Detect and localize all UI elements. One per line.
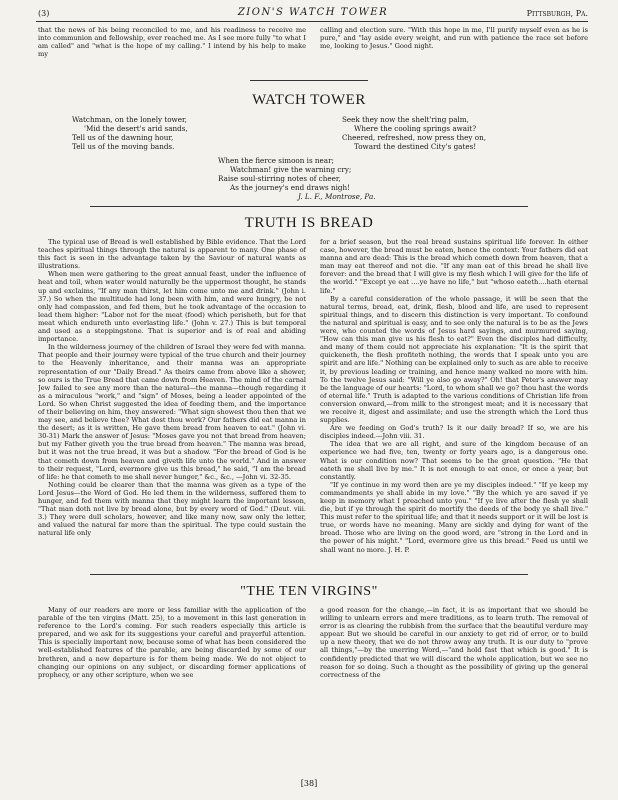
ten-virgins-left-column: Many of our readers are more or less familiar with the application of the parable of the ten virgins (Matt. 25), to a movement in this last generation in reference to the Lord's coming. For such readers especially this article is prepared, and we ask for its suggestions your careful and prayerful attention. This is specially important now, because some of what has been considered the well-established features of the parable, are being discarded by some of our brethren, and a new departure is for them being made. We do not object to changing our opinions on any subject, or discarding former applications of prophecy, or any other scripture, when we see bbox=[38, 606, 306, 679]
section-divider bbox=[90, 206, 528, 207]
watch-tower-title: WATCH TOWER bbox=[252, 92, 366, 108]
truth-is-bread-article bbox=[38, 238, 588, 568]
running-header bbox=[38, 7, 588, 21]
header-rule bbox=[36, 21, 588, 22]
ten-virgins-title: "THE TEN VIRGINS" bbox=[240, 584, 378, 599]
page-number: [38] bbox=[300, 779, 318, 788]
section-divider bbox=[250, 80, 368, 81]
location: Pittsburgh, Pa. bbox=[526, 9, 588, 18]
journal-title: ZION'S WATCH TOWER bbox=[237, 7, 389, 18]
truth-is-bread-title: TRUTH IS BREAD bbox=[244, 215, 374, 231]
continued-right-column: calling and election sure. "With this hope in me, I'll purify myself even as he is pure," and "lay aside every weight, and run with patience the race set before me, looking to Jesus." Good night. bbox=[320, 26, 588, 51]
article-right-column: for a brief season, but the real bread sustains spiritual life forever. In either case, however, the bread must be eaten, hence the context: Your fathers did eat manna and are dead: This is the bread which cometh down from heaven, that a man may eat thereof and not die. "If any man eat of this bread he shall live forever: and the bread that I will give is my flesh which I will give for the life of the world." "Except ye eat ....ye have no life," but "whoso eateth....hath eternal life." By a careful consideration of the whole passage, it will be seen that the natural terms, bread, eat, drink, flesh, blood and life, are used to represent spiritual things, and to discern this distinction is very important. To confound the natural and spiritual is easy, and to see only the natural is to be as the Jews were, who counted the words of Jesus hard sayings, and murmured saying, "How can this man give us his flesh to eat?" Even the disciples had difficulty, and many of them could not appreciate his explanation: "It is the spirit that quickeneth, the flesh profiteth nothing, the words that I speak unto you are spirit and are life." Nothing can be explained only to such as are able to receive it, by previous leading or training, and hence many walked no more with him. To the twelve Jesus said: "Will ye also go away?" Oh! that Peter's answer may be the language of our hearts: "Lord, to whom shall we go? thou hast the words of eternal life." Truth is adapted to the various conditions of Christian life from conversion onward,—from milk to the strongest meat; and it is necessary that we receive it, digest and assimilate; and use the strength which the Lord thus supplies. Are we feeding on God's truth? Is it our daily bread? If so, we are his disciples indeed.—John viii. 31. The idea that we are all right, and sure of the kingdom because of an experience we had five, ten, twenty or forty years ago, is a dangerous one. What is our condition now? That seems to be the great question. "He that eateth me shall live by me." It is not enough to eat once, or once a year, but constantly. "If ye continue in my word then are ye my disciples indeed." "If ye keep my commandments ye shall abide in my love." "By the which ye are saved if ye keep in memory what I preached unto you." "If ye live after the flesh ye shall die, but if ye through the spirit do mortify the deeds of the body ye shall live." This must refer to the spiritual life; and that it needs support or it will be lost is true, or words have no meaning. Many are sickly and dying for want of the bread. Those who are living on the good word, are "strong in the Lord and in the power of his might." "Lord, evermore give us this bread." Feed us until we shall want no more. J. H. P. bbox=[320, 238, 588, 554]
ten-virgins-article bbox=[38, 606, 588, 768]
poem-stanza-center: When the fierce simoon is near; Watchman! give the warning cry; Raise soul-stirring notes of cheer, As the journey's end draws nigh! J. L. F., Montrose, Pa. bbox=[218, 156, 376, 201]
section-divider bbox=[90, 574, 528, 575]
continued-article bbox=[38, 26, 588, 76]
poem-stanza-right: Seek they now the shelt'ring palm, Where the cooling springs await? Cheered, refreshed, now press they on, Toward the destined City's gates! bbox=[342, 115, 486, 151]
page-reference: (3) bbox=[38, 9, 50, 18]
ten-virgins-right-column: a good reason for the change,—in fact, it is as important that we should be willing to unlearn errors and mere traditions, as to learn truth. The removal of error is as clearing the rubbish from the surface that the beautiful verdure may appear. But we should be careful in our anxiety to get rid of error, or to build up a new theory, that we do not throw away any truth. It is our duty to "prove all things,"—by the unerring Word,—"and hold fast that which is good." It is confidently predicted that we will discard the whole application, but we see no reason for so doing. Such a thought as the possibility of giving up the general correctness of the bbox=[320, 606, 588, 679]
article-left-column: The typical use of Bread is well established by Bible evidence. That the Lord teaches spiritual things through the natural is apparent to many. One phase of this fact is seen in the advantage taken by the Saviour of natural wants as illustrations. When men were gathering to the great annual feast, under the influence of heat and toil, when water would naturally be the uppermost thought, he stands up and exclaims, "If any man thirst, let him come unto me and drink." (John i. 37.) So when the multitude had long been with him, and were hungry, he not only had compassion, and fed them, but he took advantage of the occasion to lead them higher: "Labor not for the meat (food) which perisheth, but for that meat which endureth unto everlasting life." (John v. 27.) This is but temporal and used as a steppingstone. That is superior and is of real and abiding importance. In the wilderness journey of the children of Israel they were fed with manna. That people and their journey were typical of the true church and their journey to the Heavenly inheritance, and their manna was an appropriate representation of our "Daily Bread." As theirs came from above like a shower, so ours is the True Bread that came down from Heaven. The mind of the carnal Jew failed to see any more than the natural—the manna—though regarding it as a miraculous "work," and "sign" of Moses, being a leader appointed of the Lord. So when Christ suggested the idea of feeding them, and the importance of their believing on him, they answered: "What sign showest thou then that we may see, and believe thee? What dost thou work? Our fathers did eat manna in the desert; as it is written, He gave them bread from heaven to eat." (John vi. 30-31) Mark the answer of Jesus: "Moses gave you not that bread from heaven; but my Father giveth you the true bread from heaven." The manna was bread, but it was not the true bread, it was but a shadow. "For the bread of God is he that cometh down from heaven and giveth life unto the world." And in answer to their request, "Lord, evermore give us this bread," he said, "I am the bread of life: he that cometh to me shall never hunger," &c., &c., —John vi. 32-35. Nothing could be clearer than that the manna was given as a type of the Lord Jesus—the Word of God. He led them in the wilderness, suffered them to hunger, and fed them with manna that they might learn the important lesson, "That man doth not live by bread alone, but by every word of God." (Deut. viii. 3.) They were dull scholars, however, and like many now, saw only the letter, and valued the natural far more than the spiritual. The type could sustain the natural life only bbox=[38, 238, 306, 538]
poem-stanza-left: Watchman, on the lonely tower, 'Mid the desert's arid sands, Tell us of the dawning hour, Tell us of the moving bands. bbox=[72, 115, 188, 151]
continued-left-column: that the news of his being reconciled to me, and his readiness to receive me into communion and fellowship, ever reached me. As I see more fully "to what I am called" and "what is the hope of my calling." I intend by his help to make my bbox=[38, 26, 306, 59]
poem-signature: J. L. F., Montrose, Pa. bbox=[298, 192, 376, 201]
